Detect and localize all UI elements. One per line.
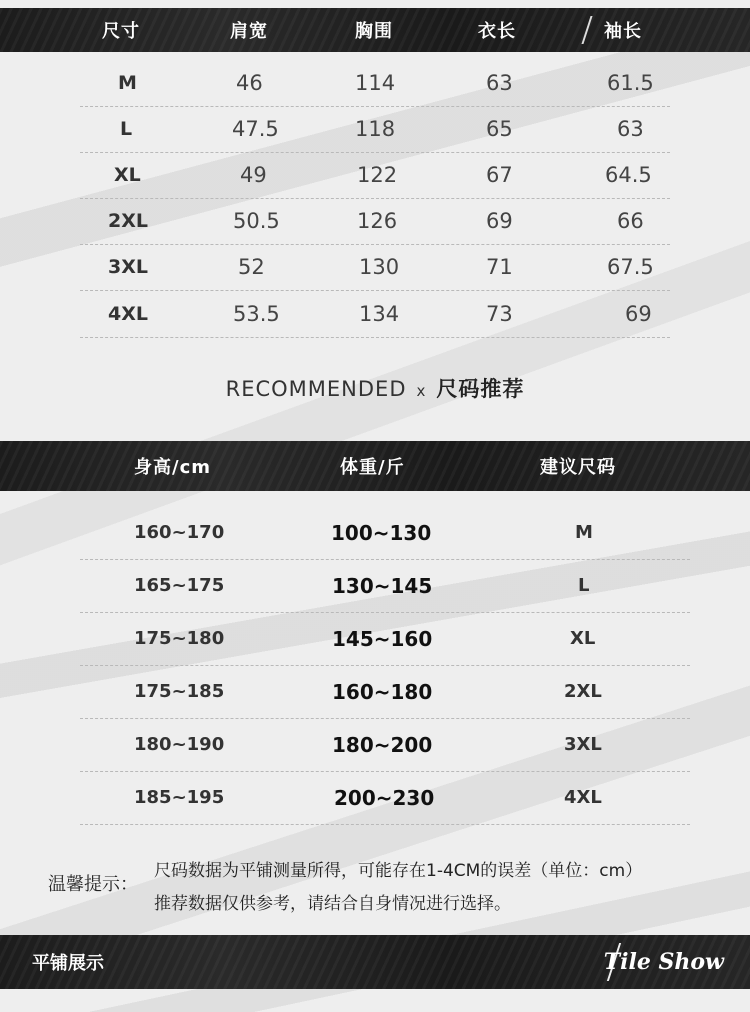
suggested-size-cell: M xyxy=(575,522,593,543)
size-row xyxy=(80,106,670,153)
sleeve-cell: 63 xyxy=(617,117,644,141)
length-cell: 73 xyxy=(486,302,513,326)
recommend-title-sep: x xyxy=(416,382,427,400)
recommend-title-en: RECOMMENDED xyxy=(225,377,407,401)
size-row xyxy=(80,244,670,291)
recommend-row xyxy=(80,506,690,560)
height-cell: 165~175 xyxy=(134,575,225,596)
shoulder-cell: 52 xyxy=(238,255,265,279)
height-cell: 180~190 xyxy=(134,734,225,755)
recommend-row xyxy=(80,665,690,719)
length-cell: 67 xyxy=(486,163,513,187)
size-chart-header xyxy=(0,8,750,52)
sleeve-cell: 67.5 xyxy=(607,255,654,279)
header-chest: 胸围 xyxy=(355,21,393,42)
sleeve-cell: 69 xyxy=(625,302,652,326)
suggested-size-cell: 4XL xyxy=(564,787,602,808)
tile-show-bar xyxy=(0,935,750,989)
header-length: 衣长 xyxy=(478,21,516,42)
header-size: 尺寸 xyxy=(102,21,140,42)
size-cell: L xyxy=(120,118,133,140)
size-cell: 4XL xyxy=(108,303,148,325)
tips-line-1: 尺码数据为平铺测量所得，可能存在1-4CM的误差（单位：cm） xyxy=(154,861,643,881)
recommend-row xyxy=(80,612,690,666)
chest-cell: 126 xyxy=(357,209,398,233)
size-cell: M xyxy=(118,72,137,94)
header-divider xyxy=(581,16,592,44)
sleeve-cell: 61.5 xyxy=(607,71,654,95)
recommend-title-cn: 尺码推荐 xyxy=(436,377,525,401)
size-cell: 2XL xyxy=(108,210,148,232)
height-cell: 175~180 xyxy=(134,628,225,649)
recommend-chart-header xyxy=(0,441,750,491)
shoulder-cell: 50.5 xyxy=(233,209,280,233)
size-cell: XL xyxy=(114,164,141,186)
tile-show-en: Tile Show xyxy=(603,949,724,975)
weight-cell: 100~130 xyxy=(331,520,432,545)
chest-cell: 134 xyxy=(359,302,400,326)
height-cell: 160~170 xyxy=(134,522,225,543)
recommend-row xyxy=(80,718,690,772)
length-cell: 65 xyxy=(486,117,513,141)
length-cell: 63 xyxy=(486,71,513,95)
chest-cell: 118 xyxy=(355,117,396,141)
size-row xyxy=(80,198,670,245)
header-sleeve: 袖长 xyxy=(604,21,642,42)
tips-line-2: 推荐数据仅供参考，请结合自身情况进行选择。 xyxy=(154,894,511,914)
weight-cell: 160~180 xyxy=(332,679,433,704)
weight-cell: 130~145 xyxy=(332,573,433,598)
weight-cell: 200~230 xyxy=(334,785,435,810)
recommend-row xyxy=(80,771,690,825)
height-cell: 175~185 xyxy=(134,681,225,702)
tile-show-cn: 平铺展示 xyxy=(32,953,104,974)
recommend-row xyxy=(80,559,690,613)
suggested-size-cell: 3XL xyxy=(564,734,602,755)
shoulder-cell: 49 xyxy=(240,163,267,187)
tips-label: 温馨提示： xyxy=(48,874,138,895)
suggested-size-cell: 2XL xyxy=(564,681,602,702)
header-shoulder: 肩宽 xyxy=(230,21,268,42)
size-row xyxy=(80,60,670,107)
weight-cell: 145~160 xyxy=(332,626,433,651)
size-row xyxy=(80,291,670,338)
suggested-size-cell: L xyxy=(578,575,590,596)
size-cell: 3XL xyxy=(108,256,148,278)
shoulder-cell: 47.5 xyxy=(232,117,279,141)
header-height: 身高/cm xyxy=(134,457,211,478)
weight-cell: 180~200 xyxy=(332,732,433,757)
recommend-title xyxy=(0,373,750,403)
length-cell: 69 xyxy=(486,209,513,233)
sleeve-cell: 66 xyxy=(617,209,644,233)
chest-cell: 114 xyxy=(355,71,396,95)
shoulder-cell: 46 xyxy=(236,71,263,95)
header-suggested-size: 建议尺码 xyxy=(540,457,616,478)
size-row xyxy=(80,152,670,199)
height-cell: 185~195 xyxy=(134,787,225,808)
suggested-size-cell: XL xyxy=(570,628,596,649)
chest-cell: 130 xyxy=(359,255,400,279)
shoulder-cell: 53.5 xyxy=(233,302,280,326)
chest-cell: 122 xyxy=(357,163,398,187)
sleeve-cell: 64.5 xyxy=(605,163,652,187)
length-cell: 71 xyxy=(486,255,513,279)
header-weight: 体重/斤 xyxy=(340,457,405,478)
